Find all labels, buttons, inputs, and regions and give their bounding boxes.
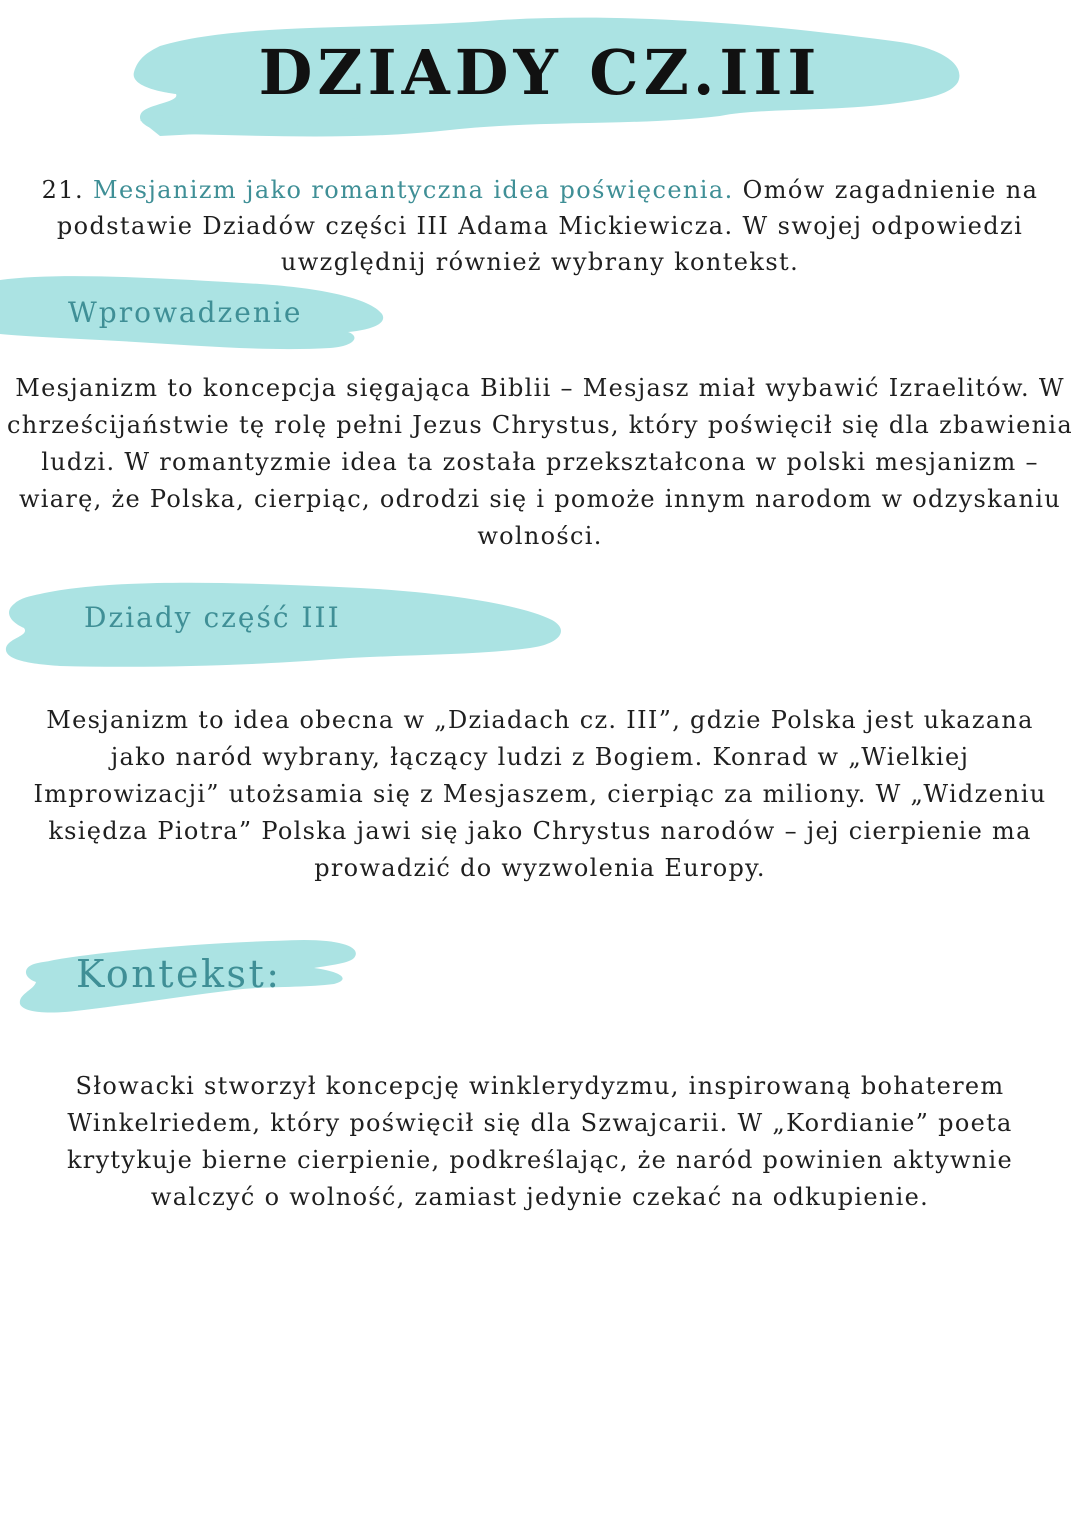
section-heading-kontekst: Kontekst:	[76, 952, 282, 996]
intro-paragraph: Mesjanizm to koncepcja sięgająca Biblii – Mesjasz miał wybawić Izraelitów. W chrześcijaństwie tę rolę pełni Jezus Chrystus, który poświęcił się dla zbawienia ludzi. W romantyzmie idea ta została przekształcona w polski mesjanizm – wiarę, że Polska, cierpiąc, odrodzi się i pomoże innym narodom w odzyskaniu wolności.	[7, 374, 1073, 550]
page-title: DZIADY CZ.III	[258, 36, 822, 109]
kontekst-paragraph: Słowacki stworzył koncepcję winklerydyzmu, inspirowaną bohaterem Winkelriedem, który poświęcił się dla Szwajcarii. W „Kordianie” poeta krytykuje bierne cierpienie, podkreślając, że naród powinien aktywnie walczyć o wolność, zamiast jedynie czekać na odkupienie.	[66, 1072, 1014, 1211]
question-instruction: Omów zagadnienie na podstawie Dziadów części III Adama Mickiewicza. W swojej odpowiedzi uwzględnij również wybrany kontekst.	[56, 176, 1039, 276]
dziady-paragraph: Mesjanizm to idea obecna w „Dziadach cz. III”, gdzie Polska jest ukazana jako naród wybrany, łączący ludzi z Bogiem. Konrad w „Wielkiej Improwizacji” utożsamia się z Mesjaszem, cierpiąc za miliony. W „Widzeniu księdza Piotra” Polska jawi się jako Chrystus narodów – jej cierpienie ma prowadzić do wyzwolenia Europy.	[33, 706, 1047, 882]
question-prompt	[30, 172, 1050, 280]
question-number: 21.	[41, 176, 85, 204]
section-heading-dziady: Dziady część III	[84, 601, 341, 634]
section-heading-intro: Wprowadzenie	[68, 296, 303, 329]
question-topic: Mesjanizm jako romantyczna idea poświęcenia.	[93, 176, 734, 204]
